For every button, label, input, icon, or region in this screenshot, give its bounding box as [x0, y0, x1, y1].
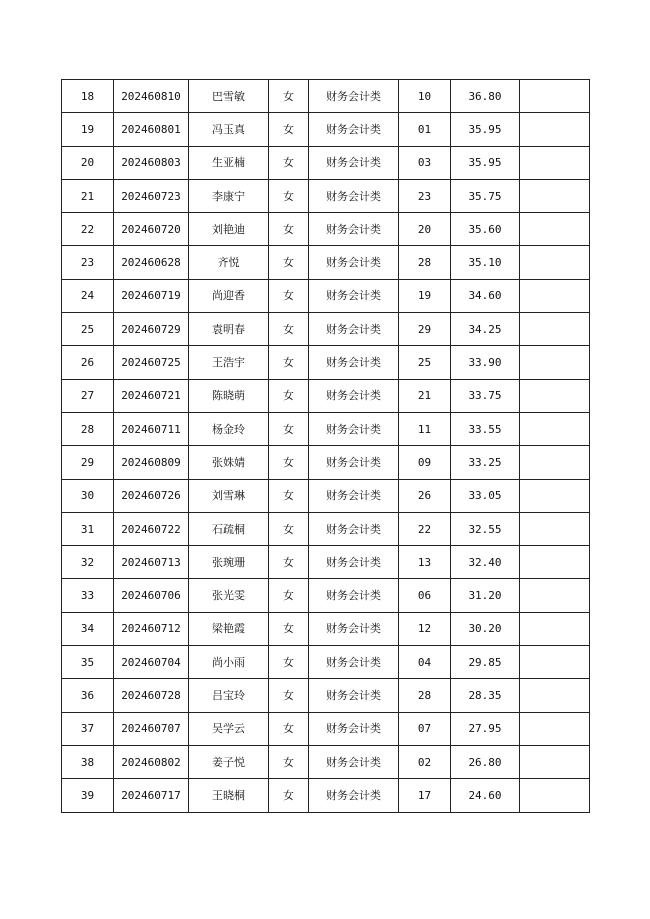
gender-cell: 女	[269, 512, 309, 545]
table-row	[62, 579, 590, 612]
score-cell: 33.05	[451, 479, 520, 512]
seat-number-cell: 25	[399, 346, 451, 379]
seat-number-cell: 29	[399, 313, 451, 346]
seat-number-cell: 06	[399, 579, 451, 612]
gender-cell: 女	[269, 179, 309, 212]
exam-id-cell: 202460712	[114, 612, 189, 645]
name-cell: 梁艳霞	[189, 612, 269, 645]
score-cell: 35.75	[451, 179, 520, 212]
seat-number-cell: 01	[399, 113, 451, 146]
note-cell	[520, 612, 590, 645]
rank-cell: 24	[62, 279, 114, 312]
gender-cell: 女	[269, 80, 309, 113]
table-row	[62, 213, 590, 246]
seat-number-cell: 04	[399, 646, 451, 679]
category-cell: 财务会计类	[309, 313, 399, 346]
note-cell	[520, 745, 590, 778]
score-cell: 33.25	[451, 446, 520, 479]
rank-cell: 29	[62, 446, 114, 479]
table-row	[62, 646, 590, 679]
seat-number-cell: 19	[399, 279, 451, 312]
seat-number-cell: 28	[399, 246, 451, 279]
rank-cell: 31	[62, 512, 114, 545]
rank-cell: 38	[62, 745, 114, 778]
seat-number-cell: 26	[399, 479, 451, 512]
category-cell: 财务会计类	[309, 546, 399, 579]
table-row	[62, 346, 590, 379]
gender-cell: 女	[269, 246, 309, 279]
note-cell	[520, 579, 590, 612]
category-cell: 财务会计类	[309, 512, 399, 545]
note-cell	[520, 346, 590, 379]
score-cell: 35.95	[451, 113, 520, 146]
category-cell: 财务会计类	[309, 379, 399, 412]
score-cell: 34.25	[451, 313, 520, 346]
exam-id-cell: 202460726	[114, 479, 189, 512]
rank-cell: 35	[62, 646, 114, 679]
rank-cell: 28	[62, 412, 114, 445]
rank-cell: 21	[62, 179, 114, 212]
category-cell: 财务会计类	[309, 213, 399, 246]
table-row	[62, 313, 590, 346]
exam-id-cell: 202460717	[114, 779, 189, 812]
exam-id-cell: 202460810	[114, 80, 189, 113]
note-cell	[520, 646, 590, 679]
exam-id-cell: 202460729	[114, 313, 189, 346]
rank-cell: 34	[62, 612, 114, 645]
category-cell: 财务会计类	[309, 779, 399, 812]
score-cell: 27.95	[451, 712, 520, 745]
category-cell: 财务会计类	[309, 612, 399, 645]
table-row	[62, 679, 590, 712]
note-cell	[520, 113, 590, 146]
results-table	[61, 79, 590, 813]
gender-cell: 女	[269, 679, 309, 712]
category-cell: 财务会计类	[309, 479, 399, 512]
table-row	[62, 113, 590, 146]
name-cell: 杨金玲	[189, 412, 269, 445]
name-cell: 石疏桐	[189, 512, 269, 545]
score-cell: 28.35	[451, 679, 520, 712]
gender-cell: 女	[269, 379, 309, 412]
category-cell: 财务会计类	[309, 712, 399, 745]
exam-id-cell: 202460803	[114, 146, 189, 179]
note-cell	[520, 313, 590, 346]
name-cell: 王浩宇	[189, 346, 269, 379]
score-cell: 33.75	[451, 379, 520, 412]
name-cell: 姜子悦	[189, 745, 269, 778]
exam-id-cell: 202460802	[114, 745, 189, 778]
exam-id-cell: 202460809	[114, 446, 189, 479]
gender-cell: 女	[269, 546, 309, 579]
table-row	[62, 379, 590, 412]
score-cell: 26.80	[451, 745, 520, 778]
exam-id-cell: 202460801	[114, 113, 189, 146]
gender-cell: 女	[269, 712, 309, 745]
note-cell	[520, 412, 590, 445]
exam-id-cell: 202460720	[114, 213, 189, 246]
name-cell: 袁明春	[189, 313, 269, 346]
score-cell: 34.60	[451, 279, 520, 312]
category-cell: 财务会计类	[309, 346, 399, 379]
table-row	[62, 612, 590, 645]
table-row	[62, 179, 590, 212]
name-cell: 尚小雨	[189, 646, 269, 679]
score-cell: 33.90	[451, 346, 520, 379]
name-cell: 张姝婧	[189, 446, 269, 479]
note-cell	[520, 179, 590, 212]
rank-cell: 27	[62, 379, 114, 412]
score-cell: 35.60	[451, 213, 520, 246]
seat-number-cell: 13	[399, 546, 451, 579]
gender-cell: 女	[269, 612, 309, 645]
name-cell: 李康宁	[189, 179, 269, 212]
seat-number-cell: 12	[399, 612, 451, 645]
table-row	[62, 446, 590, 479]
note-cell	[520, 512, 590, 545]
table-row	[62, 712, 590, 745]
rank-cell: 22	[62, 213, 114, 246]
rank-cell: 30	[62, 479, 114, 512]
rank-cell: 23	[62, 246, 114, 279]
table-row	[62, 479, 590, 512]
table-row	[62, 546, 590, 579]
gender-cell: 女	[269, 279, 309, 312]
seat-number-cell: 22	[399, 512, 451, 545]
score-cell: 33.55	[451, 412, 520, 445]
rank-cell: 19	[62, 113, 114, 146]
category-cell: 财务会计类	[309, 579, 399, 612]
category-cell: 财务会计类	[309, 113, 399, 146]
note-cell	[520, 446, 590, 479]
table-row	[62, 512, 590, 545]
table-row	[62, 412, 590, 445]
seat-number-cell: 20	[399, 213, 451, 246]
seat-number-cell: 09	[399, 446, 451, 479]
gender-cell: 女	[269, 412, 309, 445]
name-cell: 生亚楠	[189, 146, 269, 179]
name-cell: 吕宝玲	[189, 679, 269, 712]
exam-id-cell: 202460719	[114, 279, 189, 312]
rank-cell: 32	[62, 546, 114, 579]
gender-cell: 女	[269, 313, 309, 346]
name-cell: 刘艳迪	[189, 213, 269, 246]
rank-cell: 36	[62, 679, 114, 712]
rank-cell: 33	[62, 579, 114, 612]
score-cell: 35.10	[451, 246, 520, 279]
score-cell: 35.95	[451, 146, 520, 179]
table-row	[62, 779, 590, 812]
gender-cell: 女	[269, 579, 309, 612]
note-cell	[520, 379, 590, 412]
gender-cell: 女	[269, 745, 309, 778]
seat-number-cell: 07	[399, 712, 451, 745]
name-cell: 张琬珊	[189, 546, 269, 579]
seat-number-cell: 23	[399, 179, 451, 212]
rank-cell: 26	[62, 346, 114, 379]
category-cell: 财务会计类	[309, 646, 399, 679]
category-cell: 财务会计类	[309, 679, 399, 712]
seat-number-cell: 21	[399, 379, 451, 412]
seat-number-cell: 02	[399, 745, 451, 778]
seat-number-cell: 17	[399, 779, 451, 812]
category-cell: 财务会计类	[309, 446, 399, 479]
gender-cell: 女	[269, 646, 309, 679]
name-cell: 张光雯	[189, 579, 269, 612]
score-cell: 30.20	[451, 612, 520, 645]
note-cell	[520, 80, 590, 113]
exam-id-cell: 202460725	[114, 346, 189, 379]
exam-id-cell: 202460723	[114, 179, 189, 212]
note-cell	[520, 213, 590, 246]
note-cell	[520, 146, 590, 179]
rank-cell: 20	[62, 146, 114, 179]
exam-id-cell: 202460721	[114, 379, 189, 412]
gender-cell: 女	[269, 479, 309, 512]
exam-id-cell: 202460711	[114, 412, 189, 445]
name-cell: 王晓桐	[189, 779, 269, 812]
seat-number-cell: 10	[399, 80, 451, 113]
note-cell	[520, 246, 590, 279]
name-cell: 冯玉真	[189, 113, 269, 146]
seat-number-cell: 03	[399, 146, 451, 179]
exam-id-cell: 202460722	[114, 512, 189, 545]
gender-cell: 女	[269, 446, 309, 479]
table-row	[62, 279, 590, 312]
gender-cell: 女	[269, 146, 309, 179]
seat-number-cell: 28	[399, 679, 451, 712]
category-cell: 财务会计类	[309, 745, 399, 778]
rank-cell: 18	[62, 80, 114, 113]
category-cell: 财务会计类	[309, 80, 399, 113]
score-cell: 32.55	[451, 512, 520, 545]
note-cell	[520, 679, 590, 712]
name-cell: 齐悦	[189, 246, 269, 279]
name-cell: 尚迎香	[189, 279, 269, 312]
results-table-body	[62, 80, 590, 813]
exam-id-cell: 202460628	[114, 246, 189, 279]
score-cell: 29.85	[451, 646, 520, 679]
gender-cell: 女	[269, 113, 309, 146]
table-row	[62, 246, 590, 279]
table-row	[62, 80, 590, 113]
rank-cell: 39	[62, 779, 114, 812]
note-cell	[520, 546, 590, 579]
rank-cell: 25	[62, 313, 114, 346]
category-cell: 财务会计类	[309, 279, 399, 312]
gender-cell: 女	[269, 213, 309, 246]
note-cell	[520, 479, 590, 512]
name-cell: 巴雪敏	[189, 80, 269, 113]
exam-id-cell: 202460706	[114, 579, 189, 612]
gender-cell: 女	[269, 779, 309, 812]
score-cell: 31.20	[451, 579, 520, 612]
gender-cell: 女	[269, 346, 309, 379]
score-cell: 36.80	[451, 80, 520, 113]
score-cell: 32.40	[451, 546, 520, 579]
name-cell: 吴学云	[189, 712, 269, 745]
seat-number-cell: 11	[399, 412, 451, 445]
exam-id-cell: 202460704	[114, 646, 189, 679]
category-cell: 财务会计类	[309, 246, 399, 279]
table-row	[62, 146, 590, 179]
exam-id-cell: 202460728	[114, 679, 189, 712]
note-cell	[520, 279, 590, 312]
exam-id-cell: 202460707	[114, 712, 189, 745]
table-row	[62, 745, 590, 778]
category-cell: 财务会计类	[309, 146, 399, 179]
note-cell	[520, 712, 590, 745]
rank-cell: 37	[62, 712, 114, 745]
score-cell: 24.60	[451, 779, 520, 812]
category-cell: 财务会计类	[309, 412, 399, 445]
category-cell: 财务会计类	[309, 179, 399, 212]
name-cell: 刘雪琳	[189, 479, 269, 512]
note-cell	[520, 779, 590, 812]
name-cell: 陈晓萌	[189, 379, 269, 412]
exam-id-cell: 202460713	[114, 546, 189, 579]
